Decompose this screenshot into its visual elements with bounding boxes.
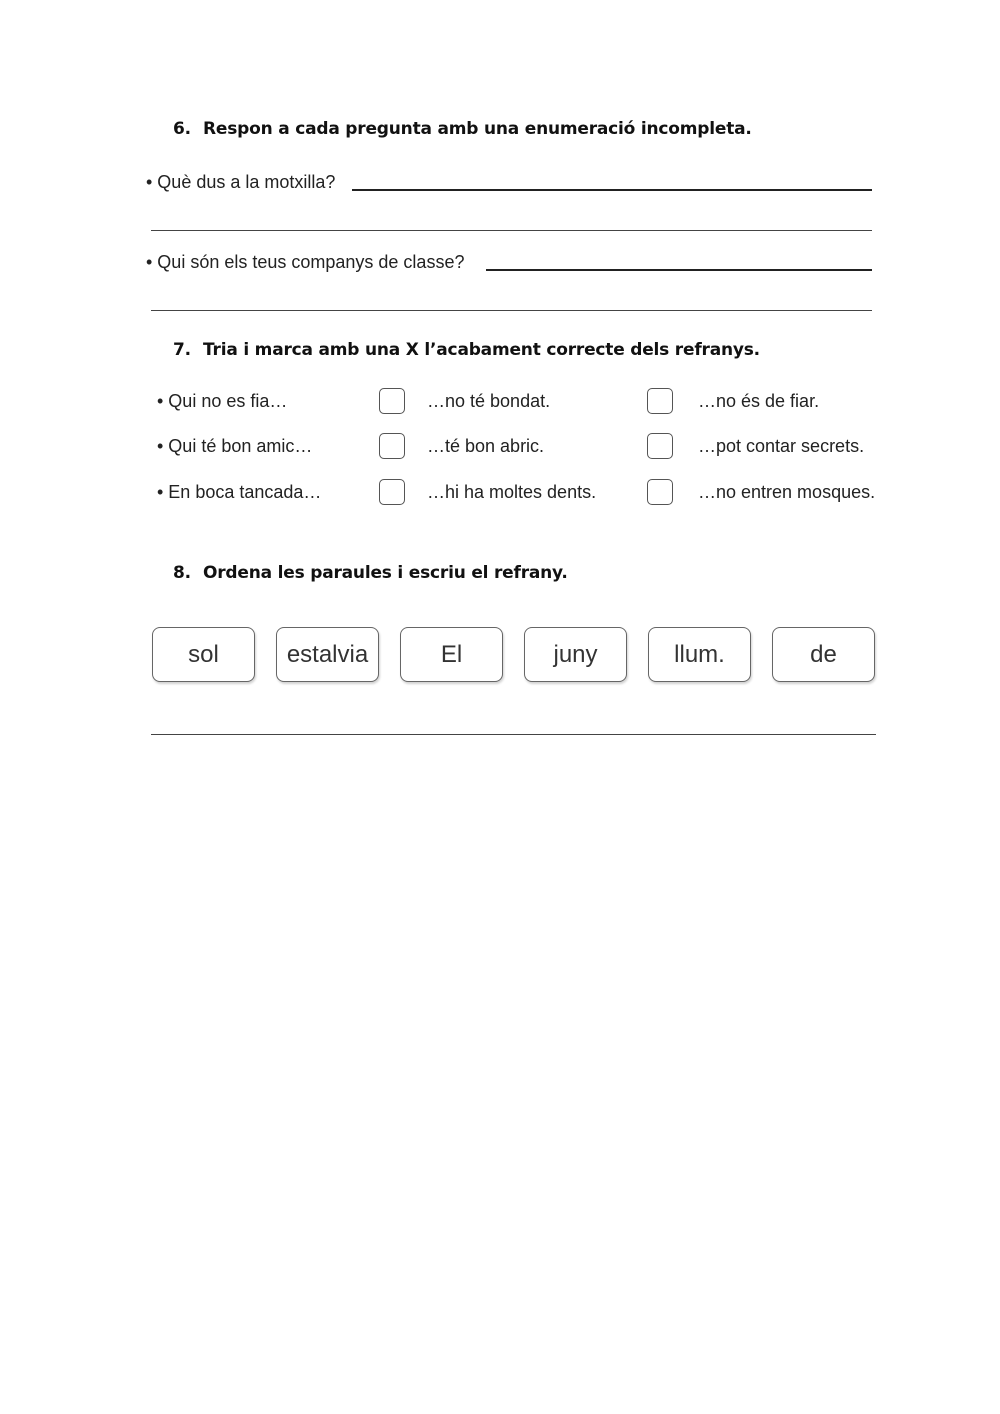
q7-number: 7. (173, 340, 191, 360)
q8-number: 8. (173, 563, 191, 583)
q6-answer-line-2a[interactable] (486, 269, 872, 271)
proverb-start-2: • Qui té bon amic… (157, 436, 313, 456)
q8-heading (173, 563, 568, 583)
q7-heading (173, 340, 760, 360)
q8-title: Ordena les paraules i escriu el refrany. (203, 563, 568, 583)
proverb-option-3b: …no entren mosques. (698, 482, 876, 502)
checkbox-3a[interactable] (379, 479, 405, 505)
q6-question-2: • Qui són els teus companys de classe? (146, 252, 465, 272)
word-card[interactable]: de (772, 627, 875, 682)
proverb-option-1a: …no té bondat. (427, 391, 551, 411)
proverb-option-3a: …hi ha moltes dents. (427, 482, 597, 502)
proverb-start-1: • Qui no es fia… (157, 391, 288, 411)
checkbox-1a[interactable] (379, 388, 405, 414)
q6-number: 6. (173, 119, 191, 139)
word-card[interactable]: estalvia (276, 627, 379, 682)
proverb-option-2a: …té bon abric. (427, 436, 545, 456)
proverb-option-2b: …pot contar secrets. (698, 436, 865, 456)
q6-answer-line-1b[interactable] (151, 230, 872, 231)
q7-title: Tria i marca amb una X l’acabament correcte dels refranys. (203, 340, 760, 360)
q6-answer-line-2b[interactable] (151, 310, 872, 311)
q6-question-1: • Què dus a la motxilla? (146, 172, 336, 192)
word-card[interactable]: juny (524, 627, 627, 682)
checkbox-2b[interactable] (647, 433, 673, 459)
q8-answer-line[interactable] (151, 734, 876, 735)
checkbox-2a[interactable] (379, 433, 405, 459)
q6-title: Respon a cada pregunta amb una enumeració incompleta. (203, 119, 752, 139)
q6-answer-line-1a[interactable] (352, 189, 872, 191)
word-card[interactable]: llum. (648, 627, 751, 682)
proverb-option-1b: …no és de fiar. (698, 391, 820, 411)
q6-heading (173, 119, 752, 139)
checkbox-1b[interactable] (647, 388, 673, 414)
checkbox-3b[interactable] (647, 479, 673, 505)
word-card[interactable]: sol (152, 627, 255, 682)
proverb-start-3: • En boca tancada… (157, 482, 322, 502)
word-card[interactable]: El (400, 627, 503, 682)
